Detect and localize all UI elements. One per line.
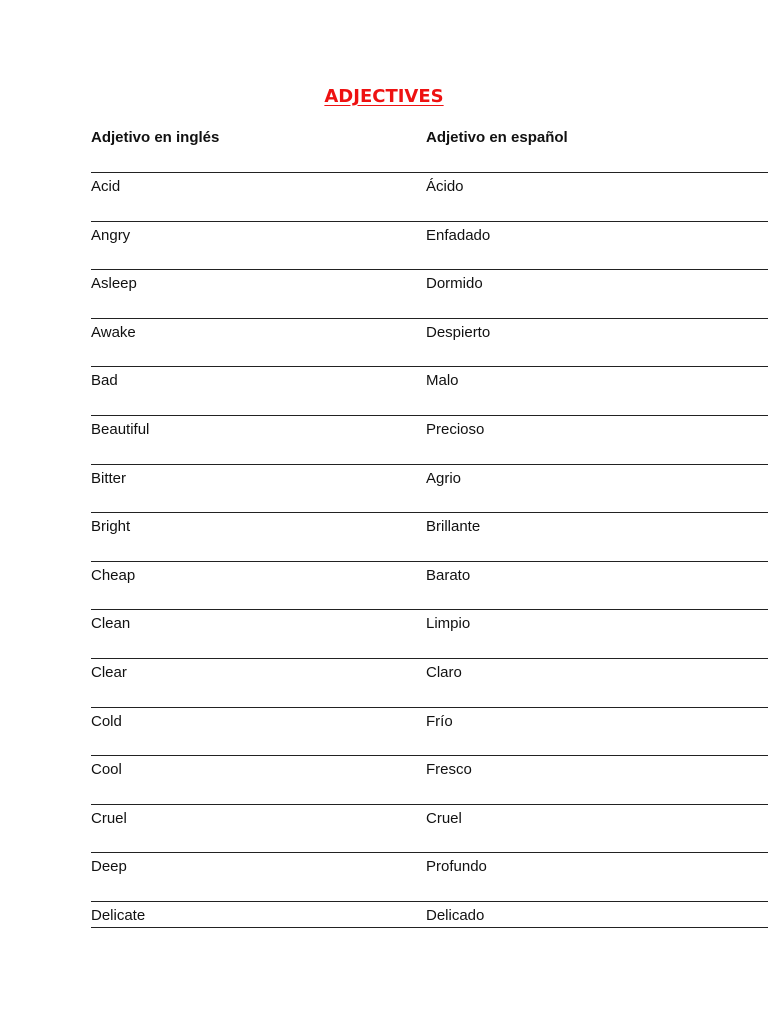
- cell-english: Beautiful: [91, 420, 150, 438]
- cell-english: Clear: [91, 663, 127, 681]
- cell-spanish: Malo: [426, 372, 459, 390]
- cell-spanish: Barato: [426, 566, 471, 584]
- cell-spanish: Cruel: [426, 809, 462, 827]
- cell-spanish: Limpio: [426, 615, 471, 633]
- cell-spanish: Frío: [426, 712, 453, 730]
- cell-english: Bright: [91, 518, 131, 536]
- table-row: [91, 561, 768, 610]
- cell-spanish: Precioso: [426, 420, 485, 438]
- table-row: [91, 852, 768, 901]
- cell-english: Deep: [91, 858, 127, 876]
- table-row: [91, 755, 768, 804]
- header-english: Adjetivo en inglés: [91, 129, 220, 146]
- cell-spanish: Delicado: [426, 906, 485, 924]
- table-row: [91, 804, 768, 853]
- cell-english: Bad: [91, 372, 118, 390]
- table-row: [91, 609, 768, 658]
- cell-spanish: Brillante: [426, 518, 481, 536]
- cell-spanish: Ácido: [426, 178, 464, 195]
- table-row: [91, 415, 768, 464]
- cell-english: Asleep: [91, 275, 137, 293]
- table-row: [91, 172, 768, 221]
- table-header: [91, 129, 768, 149]
- table-row: [91, 658, 768, 707]
- table-row: [91, 707, 768, 756]
- table-row: [91, 512, 768, 561]
- cell-english: Cool: [91, 761, 122, 779]
- cell-english: Clean: [91, 615, 131, 633]
- cell-spanish: Dormido: [426, 275, 483, 293]
- cell-spanish: Claro: [426, 663, 462, 681]
- cell-english: Bitter: [91, 469, 127, 487]
- cell-spanish: Profundo: [426, 858, 487, 876]
- table-row: [91, 269, 768, 318]
- cell-english: Cruel: [91, 809, 127, 827]
- cell-spanish: Despierto: [426, 323, 491, 341]
- cell-english: Cold: [91, 712, 122, 730]
- cell-spanish: Enfadado: [426, 226, 491, 244]
- table-row: [91, 901, 768, 928]
- cell-spanish: Agrio: [426, 469, 462, 487]
- cell-english: Delicate: [91, 906, 146, 924]
- table-row: [91, 221, 768, 270]
- header-spanish: Adjetivo en español: [426, 129, 568, 146]
- cell-english: Awake: [91, 323, 136, 341]
- table-row: [91, 366, 768, 415]
- table-row: [91, 464, 768, 513]
- page-title: ADJECTIVES: [324, 86, 444, 107]
- cell-english: Angry: [91, 226, 131, 244]
- adjectives-table: [91, 172, 768, 928]
- cell-english: Cheap: [91, 566, 136, 584]
- cell-english: Acid: [91, 178, 121, 195]
- table-row: [91, 318, 768, 367]
- cell-spanish: Fresco: [426, 761, 472, 779]
